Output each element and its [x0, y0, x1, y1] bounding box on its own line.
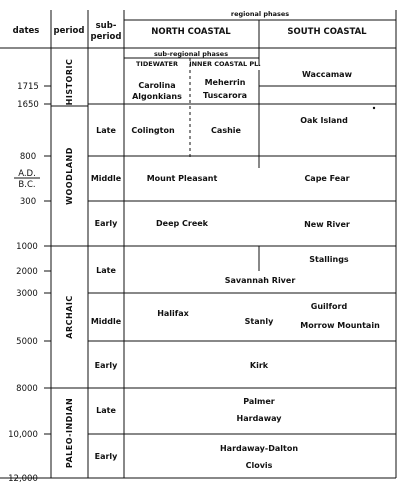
period-historic: HISTORIC [65, 58, 74, 106]
subperiod-header-line2: period [90, 32, 122, 42]
phase-label: Stanly [244, 317, 274, 326]
period-woodland: WOODLAND [65, 147, 74, 205]
phase-label: Mount Pleasant [146, 174, 218, 183]
phase-labels [131, 70, 380, 470]
phase-label: Deep Creek [156, 219, 208, 228]
date-label: 2000 [16, 267, 38, 277]
south-coastal-header: SOUTH COASTAL [287, 27, 367, 37]
dates-header: dates [12, 26, 40, 36]
phase-label: Hardaway [236, 414, 282, 423]
phase-label: Hardaway-Dalton [219, 444, 299, 453]
phase-label: Oak Island [300, 116, 348, 125]
date-label: 5000 [16, 337, 38, 347]
period-column [65, 59, 74, 469]
date-label: 1650 [17, 100, 39, 110]
phase-label: Colington [131, 126, 175, 135]
date-label: 1000 [16, 242, 38, 252]
period-paleo-indian: PALEO-INDIAN [65, 397, 74, 469]
inner-coastal-header: INNER COASTAL PL. [189, 60, 261, 68]
subperiod-label: Late [96, 126, 116, 135]
date-label: 800 [19, 152, 37, 162]
north-coastal-header: NORTH COASTAL [151, 27, 231, 37]
date-label: B.C. [18, 180, 36, 190]
speck-mark [373, 107, 375, 109]
period-header: period [53, 26, 85, 36]
phase-label: Palmer [243, 397, 275, 406]
phase-label: Savannah River [224, 276, 296, 285]
period-archaic: ARCHAIC [65, 295, 74, 339]
phase-label: Guilford [310, 302, 348, 311]
subperiod-label: Early [94, 361, 118, 370]
subperiod-label: Middle [90, 317, 122, 326]
phase-label: Meherrin [204, 78, 246, 87]
phase-label: Cape Fear [304, 174, 350, 183]
dates-column [8, 82, 39, 484]
phase-label: Algonkians [132, 92, 182, 101]
regional-phases-header: regional phases [230, 10, 290, 18]
phase-label: Clovis [245, 461, 273, 470]
phase-label: Kirk [249, 361, 269, 370]
phase-label: Cashie [211, 126, 241, 135]
date-label: 3000 [16, 289, 38, 299]
phase-label: Morrow Mountain [300, 321, 380, 330]
phase-label: New River [304, 220, 350, 229]
phase-label: Halifax [157, 309, 189, 318]
subregional-phases-header: sub-regional phases [153, 50, 229, 58]
subperiod-label: Early [94, 219, 118, 228]
phase-label: Carolina [138, 81, 176, 90]
phase-label: Stallings [309, 255, 349, 264]
table-grid [0, 10, 396, 478]
tidewater-header: TIDEWATER [136, 60, 178, 68]
date-label: 12,000 [8, 474, 38, 484]
subperiod-label: Early [94, 452, 118, 461]
subperiod-header-line1: sub- [95, 21, 117, 31]
date-label: 10,000 [8, 430, 38, 440]
date-label: 1715 [17, 82, 39, 92]
subperiod-label: Late [96, 406, 116, 415]
subperiod-label: Late [96, 266, 116, 275]
date-label: 8000 [16, 384, 38, 394]
date-label: 300 [19, 197, 37, 207]
phase-label: Tuscarora [203, 91, 247, 100]
date-label: A.D. [18, 169, 36, 179]
subperiod-label: Middle [90, 174, 122, 183]
phase-label: Waccamaw [302, 70, 352, 79]
